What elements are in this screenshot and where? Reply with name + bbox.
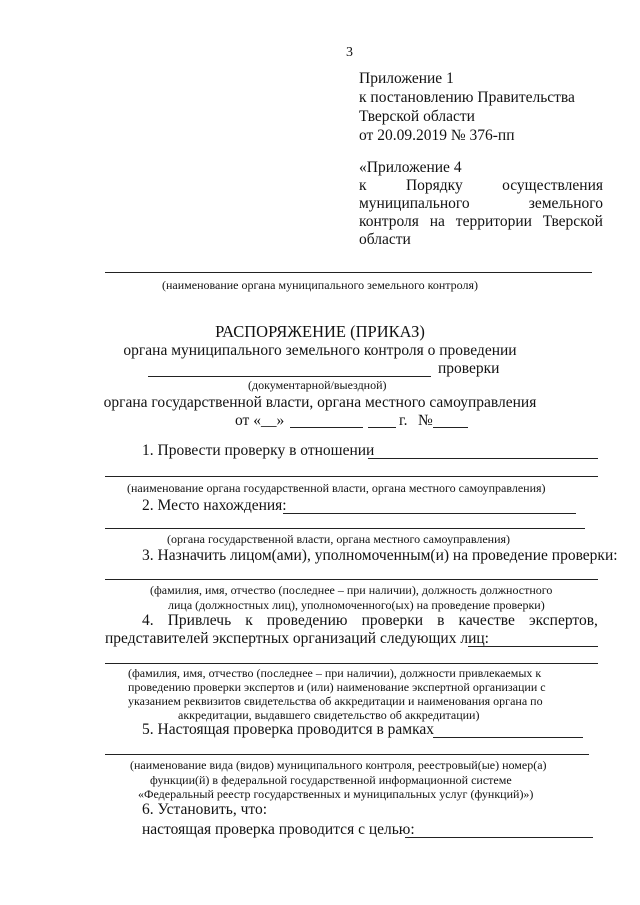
check-word: проверки [438,360,500,377]
item-3-caption-1: (фамилия, имя, отчество (последнее – при наличии), должность должностного [150,583,553,597]
item-4-word: Привлечь [167,612,232,629]
appendix4-word: на [429,213,445,230]
item-5-caption-3: «Федеральный реестр государственных и муниципальных услуг (функций)») [138,787,534,801]
item-1-text: 1. Провести проверку в отношении [142,442,375,459]
document-title: РАСПОРЯЖЕНИЕ (ПРИКАЗ) [215,322,425,341]
item-4-caption-2: проведению проверки экспертов и (или) наименование экспертной организации с [128,680,546,694]
appendix1-line-4: от 20.09.2019 № 376-пп [359,127,515,144]
appendix4-word: территории [455,213,532,230]
item-4-word: к [245,612,253,629]
appendix4-line-1: «Приложение 4 [359,159,462,176]
item-4-word: проведению [266,612,348,629]
item-4-line-2: представителей экспертных организаций следующих лиц: [105,630,489,647]
item-4-word: проверки [361,612,424,629]
item-4-word: 4. [142,612,154,629]
item-4-caption-4: аккредитации, выдавшего свидетельство об аккредитации) [178,708,480,722]
appendix1-line-2: к постановлению Правительства [359,89,575,106]
item-4-word: качестве [458,612,515,629]
item-3-blank[interactable] [105,579,598,580]
item-5-caption-1: (наименование вида (видов) муниципального контроля, реестровый(ые) номер(а) [130,758,547,772]
appendix1-line-1: Приложение 1 [359,70,454,87]
authority-line: органа государственной власти, органа местного самоуправления [103,394,537,411]
appendix4-block [359,159,603,249]
document-subtitle: органа муниципального земельного контроля о проведении [123,342,517,359]
appendix4-line-5: области [359,231,411,248]
item-5-caption-2: функции(й) в федеральной государственной информационной системе [150,773,512,787]
appendix4-word: контроля [359,213,419,230]
appendix4-line-2 [359,177,603,195]
item-4-blank-b[interactable] [105,663,598,664]
appendix4-word: Порядку [405,177,463,194]
date-year-label: г. [399,412,408,429]
appendix4-word: осуществления [502,177,603,194]
date-month-blank[interactable] [290,427,363,428]
date-year-blank[interactable] [368,427,396,428]
date-number-blank[interactable] [433,427,468,428]
date-number-label: № [418,412,433,429]
item-4-word: экспертов, [529,612,598,629]
item-2-text: 2. Место нахождения: [142,497,287,514]
appendix4-line-3 [359,195,603,213]
item-3-caption-2: лица (должностных лиц), уполномоченного(ых) на проведение проверки) [168,598,545,612]
check-type-blank[interactable] [148,376,431,377]
check-type-caption: (документарной/выездной) [248,378,387,392]
item-2-blank-b[interactable] [105,528,585,529]
item-4-line-1 [142,612,598,630]
item-5-blank-a[interactable] [433,737,583,738]
appendix4-line-4 [359,213,603,231]
appendix4-word: муниципального [359,195,470,212]
item-4-caption-1: (фамилия, имя, отчество (последнее – при наличии), должности привлекаемых к [128,666,542,680]
item-6-text: 6. Установить, что: [142,801,268,818]
item-6-goal: настоящая проверка проводится с целью: [142,821,415,838]
item-4-blank-a[interactable] [468,646,598,647]
page-number: 3 [346,45,353,60]
item-4-word: в [437,612,445,629]
item-5-blank-b[interactable] [105,754,589,755]
appendix4-word: к [359,177,367,194]
item-1-blank-a[interactable] [368,458,598,459]
item-5-text: 5. Настоящая проверка проводится в рамках [142,721,435,738]
org-name-caption: (наименование органа муниципального земельного контроля) [161,278,479,292]
item-4-caption-3: указанием реквизитов свидетельства об аккредитации и наименования органа по [128,694,543,708]
item-1-blank-b[interactable] [105,476,598,477]
item-3-text: 3. Назначить лицом(ами), уполномоченным(и) на проведение проверки: [142,547,618,564]
item-1-caption: (наименование органа государственной власти, органа местного самоуправления) [127,481,546,495]
date-from: от «__» [235,412,285,429]
appendix1-line-3: Тверской области [359,108,475,125]
org-name-blank[interactable] [105,272,592,273]
appendix4-word: Тверской [542,213,603,230]
item-2-caption: (органа государственной власти, органа местного самоуправления) [167,532,511,546]
item-2-blank-a[interactable] [283,513,576,514]
item-6-goal-blank[interactable] [405,837,593,838]
appendix4-word: земельного [528,195,603,212]
